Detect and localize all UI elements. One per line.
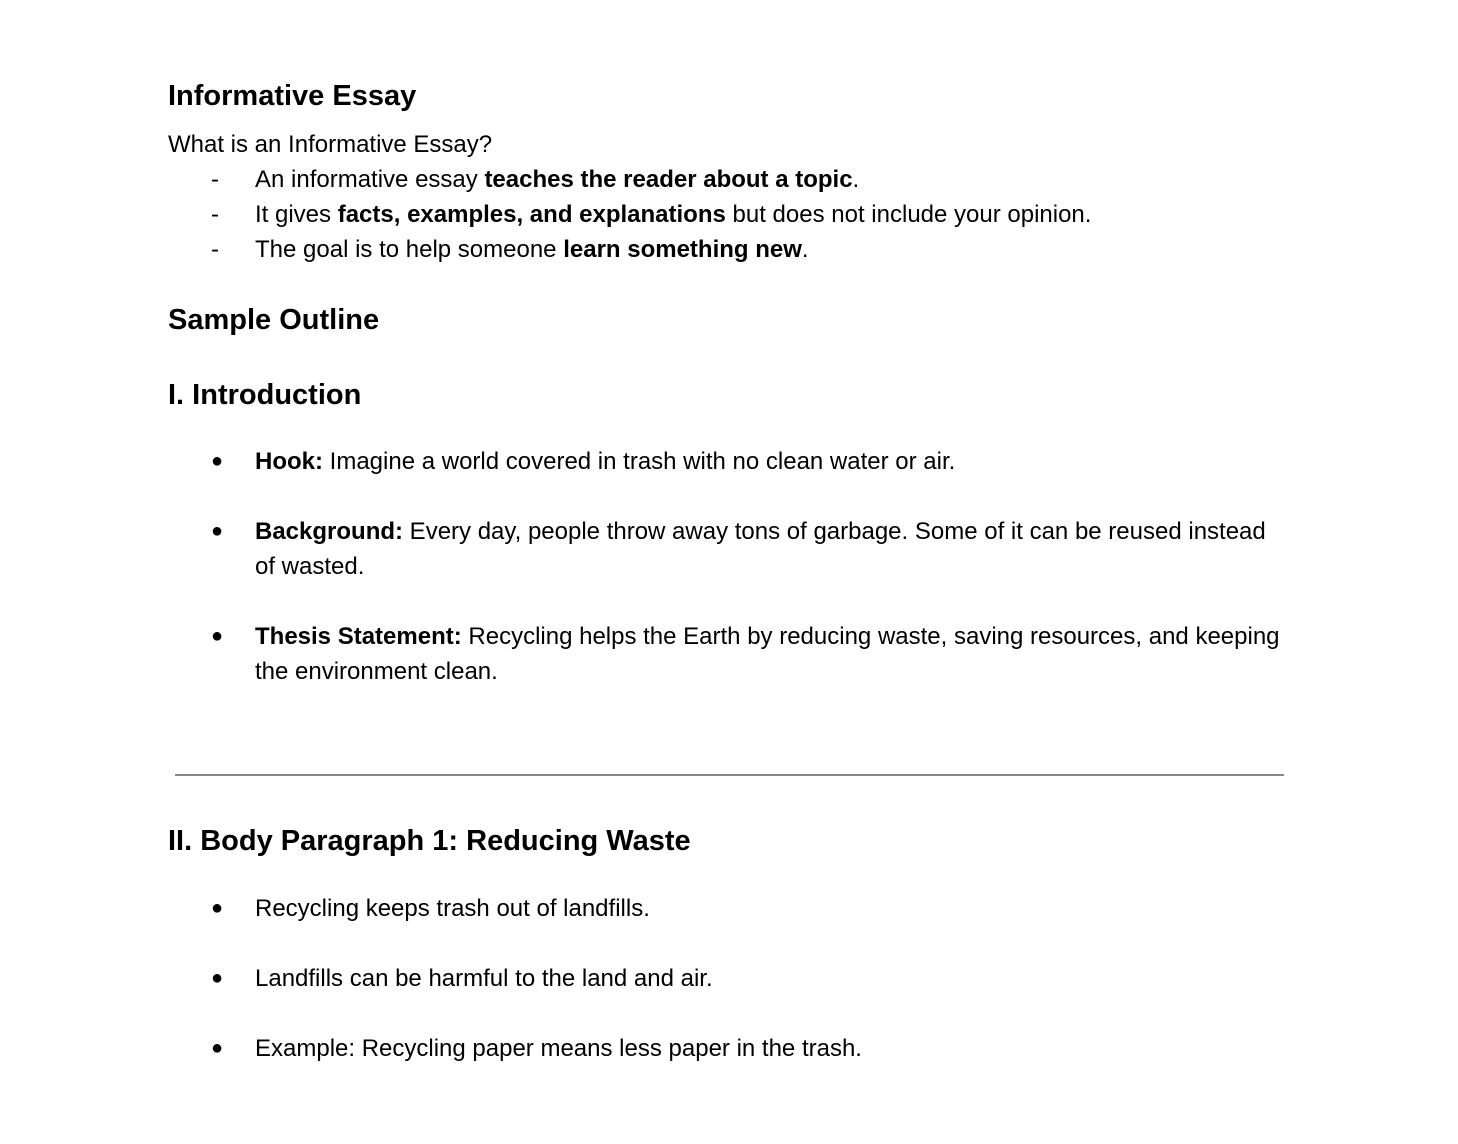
dash-marker: -: [211, 236, 219, 263]
outline-heading: Sample Outline: [168, 304, 380, 336]
definition-emphasis: learn something new: [563, 236, 802, 263]
definition-text: The goal is to help someone: [255, 236, 564, 263]
definition-text: It gives: [255, 201, 338, 228]
item-text: Example: Recycling paper means less paper in the trash.: [255, 1035, 862, 1062]
definition-text: .: [801, 236, 809, 263]
definition-text: .: [852, 166, 860, 193]
document-title: Informative Essay: [168, 80, 417, 112]
bullet-marker: ●: [211, 967, 224, 989]
definition-emphasis: facts, examples, and explanations: [337, 201, 726, 228]
list-item: [168, 619, 1288, 689]
definition-list: [168, 162, 1091, 267]
item-label: Thesis Statement:: [255, 623, 462, 650]
introduction-heading: I. Introduction: [168, 379, 362, 411]
list-item: [168, 891, 1288, 926]
definition-item: [168, 232, 1091, 267]
item-text: Recycling helps the Earth by reducing waste, saving resources, and keeping the environment clean.: [255, 623, 1280, 685]
dash-marker: -: [211, 201, 219, 228]
list-item: [168, 961, 1288, 996]
list-item: [168, 514, 1288, 584]
item-text: Landfills can be harmful to the land and air.: [255, 965, 713, 992]
item-label: Background:: [255, 518, 404, 545]
definition-item: [168, 162, 1091, 197]
definition-text: but does not include your opinion.: [725, 201, 1092, 228]
bullet-marker: ●: [211, 897, 224, 919]
item-label: Hook:: [255, 448, 323, 475]
bullet-marker: ●: [211, 450, 224, 472]
body-paragraph-1-heading: II. Body Paragraph 1: Reducing Waste: [168, 825, 691, 857]
list-item: [168, 1031, 1288, 1066]
introduction-list: [168, 444, 1288, 724]
definition-emphasis: teaches the reader about a topic: [484, 166, 853, 193]
intro-question: What is an Informative Essay?: [168, 131, 493, 158]
definition-text: An informative essay: [255, 166, 485, 193]
bullet-marker: ●: [211, 625, 224, 647]
dash-marker: -: [211, 166, 219, 193]
bullet-marker: ●: [211, 520, 224, 542]
list-item: [168, 444, 1288, 479]
item-text: Recycling keeps trash out of landfills.: [255, 895, 650, 922]
horizontal-rule: [175, 774, 1284, 776]
item-text: Imagine a world covered in trash with no clean water or air.: [323, 448, 956, 475]
definition-item: [168, 197, 1091, 232]
item-text: Every day, people throw away tons of garbage. Some of it can be reused instead of wasted.: [255, 518, 1266, 580]
bullet-marker: ●: [211, 1037, 224, 1059]
body-paragraph-1-list: [168, 891, 1288, 1101]
